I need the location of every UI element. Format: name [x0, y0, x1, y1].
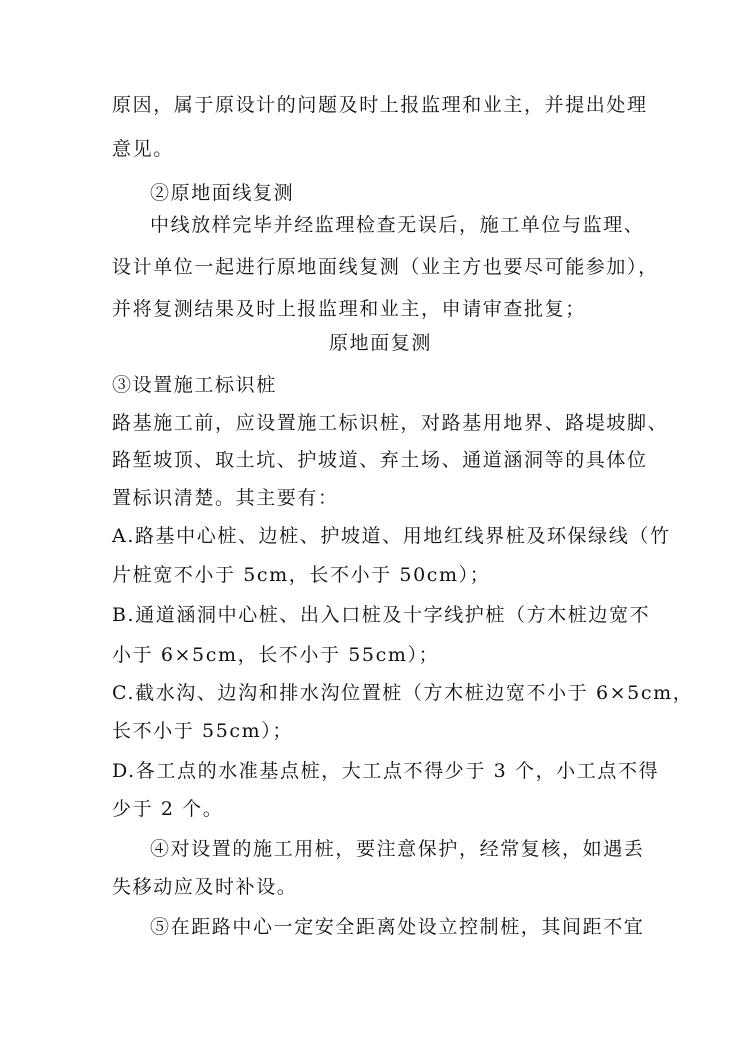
paragraph-line: 并将复测结果及时上报监理和业主，申请审查批复； [112, 298, 586, 320]
paragraph-line: 中线放样完毕并经监理检查无误后，施工单位与监理、 [150, 214, 645, 236]
list-item-line: C.截水沟、边沟和排水沟位置桩（方木桩边宽不小于 6×5cm， [112, 682, 694, 704]
paragraph-line: 意见。 [112, 138, 174, 160]
list-item-line: 少于 2 个。 [112, 798, 224, 820]
list-item-line: 片桩宽不小于 5cm，长不小于 50cm）； [112, 564, 491, 586]
paragraph-line: 置标识清楚。其主要有： [112, 487, 339, 509]
paragraph-line: 路堑坡顶、取土坑、护坡道、弃土场、通道涵洞等的具体位 [112, 449, 648, 471]
section-heading: ②原地面线复测 [150, 182, 295, 204]
paragraph-line: 路基施工前，应设置施工标识桩，对路基用地界、路堤坡脚、 [112, 412, 669, 434]
section-heading: ③设置施工标识桩 [112, 374, 277, 396]
paragraph-line: ④对设置的施工用桩，要注意保护，经常复核，如遇丢 [150, 838, 645, 860]
list-item-line: 小于 6×5cm，长不小于 55cm）； [112, 644, 440, 666]
list-item-line: A.路基中心桩、边桩、护坡道、用地红线界桩及环保绿线（竹 [112, 525, 671, 547]
paragraph-line: ⑤在距路中心一定安全距离处设立控制桩，其间距不宜 [150, 916, 645, 938]
paragraph-line: 失移动应及时补设。 [112, 876, 298, 898]
figure-caption: 原地面复测 [328, 332, 432, 354]
list-item-line: D.各工点的水准基点桩，大工点不得少于 3 个，小工点不得 [112, 760, 660, 782]
paragraph-line: 设计单位一起进行原地面线复测（业主方也要尽可能参加）， [112, 256, 659, 278]
list-item-line: B.通道涵洞中心桩、出入口桩及十字线护桩（方木桩边宽不 [112, 604, 651, 626]
paragraph-line: 原因，属于原设计的问题及时上报监理和业主，并提出处理 [112, 94, 648, 116]
list-item-line: 长不小于 55cm）； [112, 720, 293, 742]
